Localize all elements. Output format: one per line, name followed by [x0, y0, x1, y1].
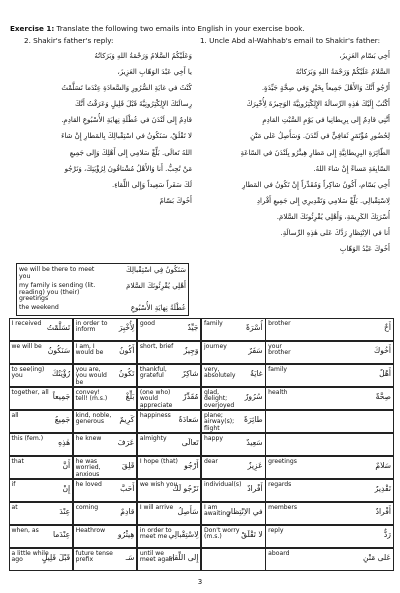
vocab-cell [265, 502, 394, 526]
vocab-cell [201, 502, 266, 526]
page-number: 3 [197, 578, 203, 586]
vocab-cell [201, 479, 266, 503]
vocab-arabic: وَجِيزٌ [183, 345, 199, 355]
phrases-box [16, 263, 189, 316]
uncle-email-line: أَنا في الاِنْتِظارِ رَدَّكَ عَلى هٰذِهِ الرِّسالَةِ. [280, 229, 390, 238]
vocab-arabic: سَـ [125, 552, 135, 562]
vocab-english: when, as [11, 526, 39, 534]
vocabulary-table [9, 318, 394, 571]
vocab-cell [265, 525, 394, 549]
vocab-english: to see(ing) you [11, 365, 45, 380]
vocab-arabic: إِنْ [62, 483, 71, 493]
reply-email-body [14, 48, 192, 209]
vocab-english: glad, delight; overjoyed [203, 388, 235, 409]
vocab-arabic: عِنْدَما [52, 529, 71, 539]
vocab-cell [201, 318, 266, 342]
vocab-english: if [11, 480, 16, 488]
vocab-cell [73, 318, 138, 342]
vocab-arabic: عَزِيزٌ [247, 460, 263, 470]
reply-email-line: قادِمٌ إِلى لَنْدَنَ في عُطْلَةِ نِهايَةِ الأُسْبُوعِ القادِمِ. [61, 116, 192, 125]
vocab-arabic: سَلامٌ [375, 460, 391, 470]
vocab-arabic: مُقَدِّرٌ [182, 391, 199, 401]
vocab-arabic: جَيِّدٌ [187, 322, 199, 332]
vocab-arabic: جَمِيعاً [52, 391, 71, 401]
vocab-cell [137, 341, 202, 365]
vocab-english: individual(s) [203, 480, 242, 488]
vocab-arabic: إِلى اللِّقاءِ [168, 552, 199, 562]
vocab-arabic: رَدٌّ [383, 529, 391, 539]
vocab-arabic: أَكُونُ [119, 345, 135, 355]
vocab-cell [265, 479, 394, 503]
vocab-cell [265, 433, 394, 457]
vocab-cell [9, 456, 74, 480]
vocab-cell [137, 433, 202, 457]
vocab-cell [73, 364, 138, 388]
vocab-arabic: عَلى مَتْنِ [363, 552, 391, 562]
vocab-cell [73, 410, 138, 434]
vocab-cell [265, 318, 394, 342]
vocab-cell [265, 341, 394, 365]
vocab-english: members [268, 503, 298, 511]
phrase-english: the weekend [19, 304, 59, 311]
vocab-cell [9, 548, 74, 572]
vocab-cell [9, 433, 74, 457]
vocab-english: thankful, grateful [139, 365, 167, 380]
vocab-cell [73, 502, 138, 526]
vocab-english: he knew [75, 434, 102, 442]
vocab-english: he loved [75, 480, 102, 488]
vocab-cell [73, 525, 138, 549]
reply-email-line: يا أَخِي عَبْدَ الوَهّابِ العَزِيزَ، [117, 68, 192, 77]
vocab-english: regards [268, 480, 292, 488]
vocab-arabic: عَرَفَ [117, 437, 135, 447]
vocab-english: dear [203, 457, 218, 465]
reply-email-line: اللهُ تَعالَى. بَلِّغْ سَلامِي إِلى أَهْلِكَ وَإِلى جَمِيعِ [69, 148, 192, 157]
vocab-arabic: أَحَبَّ [120, 483, 135, 493]
vocab-english: that [11, 457, 24, 465]
vocab-cell [137, 387, 202, 411]
vocab-cell [265, 410, 394, 434]
vocab-arabic: تَقْدِيرٌ [374, 483, 391, 493]
phrase-english: my family is sending (lit. reading) you (their) greetings [19, 282, 96, 303]
vocab-arabic: صِحَّةٌ [375, 391, 391, 401]
vocab-english: (one who) would appreciate [139, 388, 173, 409]
vocab-cell [137, 479, 202, 503]
reply-email-line: لا تَقْلَقْ، سَنَكُونُ في اسْتِقْبالِكَ بِالمَطارِ إِنْ شاءَ [61, 132, 192, 141]
vocab-cell [137, 318, 202, 342]
vocab-arabic: في الاِنْتِظارِ [227, 506, 263, 516]
vocab-english: greetings [268, 457, 297, 465]
reply-email-signature: أَخُوكَ بَسّامٌ [159, 196, 192, 205]
vocab-cell [73, 433, 138, 457]
reply-email-line: مَنْ تُحِبُّ. أَنا وَالأَهْلُ مُشْتاقُونَ لِرُؤْيَتِكَ، وَنَرْجُو [64, 164, 192, 173]
vocab-english: very, absolutely [203, 365, 236, 380]
vocab-arabic: أَهْلٌ [379, 368, 391, 378]
vocab-english: I am, I would be [75, 342, 104, 357]
vocab-arabic: جَمِيعُ [54, 414, 71, 424]
exercise-instruction-line [10, 24, 394, 33]
vocab-english: aboard [268, 549, 290, 557]
vocab-cell [73, 341, 138, 365]
vocab-cell [201, 364, 266, 388]
vocab-english: we wish you [139, 480, 178, 488]
vocab-arabic: تَكُونُ [118, 368, 135, 378]
phrase-arabic: عُطْلَةُ نِهايَةِ الأُسْبُوعِ [130, 304, 186, 312]
email-headings [10, 36, 394, 45]
phrase-english: we will be there to meet you [19, 266, 95, 280]
left-email-heading: 2. Shakir's father's reply: [24, 36, 114, 45]
phrase-arabic: أَهْلِي يُقْرِئُونَكَ السَّلامَ [126, 282, 186, 290]
vocab-arabic: سَنَكُونُ [47, 345, 71, 355]
vocab-english: convey! tell! (m.s.) [75, 388, 108, 403]
vocab-arabic: غايَةٌ [250, 368, 263, 378]
uncle-email-line: أَنَّنِي قادِمٌ إِلى بِرِيطانِيا في يَوْمِ السَّبْتِ القادِمِ [262, 116, 390, 125]
vocab-english: in order to inform [75, 319, 108, 334]
vocab-arabic: تَسَلَّمْتُ [46, 322, 71, 332]
vocab-english: almighty [139, 434, 167, 442]
reply-email-line: رِسالَتَكَ الإِلِكْتِرُونِيَّةَ قَبْلَ قَلِيلٍ وَعَرَفْتُ أَنَّكَ [74, 100, 192, 109]
vocab-arabic: عِنْدَ [59, 506, 71, 516]
vocab-cell [137, 364, 202, 388]
vocab-english: in order to meet me [139, 526, 172, 541]
exercise-instruction: Translate the following two emails into English in your exercise book. [56, 24, 305, 33]
phrase-row [19, 283, 186, 303]
vocab-cell [265, 456, 394, 480]
vocab-english: your brother [268, 342, 291, 357]
vocab-cell [73, 387, 138, 411]
uncle-email-line: لِاسْتِقْبالِي. بَلِّغْ سَلامِي وَتَقْدِيرِي إِلى جَمِيعِ أَفْرادِ [256, 196, 390, 205]
vocab-arabic: قَلِقَ [121, 460, 135, 470]
phrase-row [19, 305, 186, 312]
vocab-english: happy [203, 434, 223, 442]
vocab-english: we will be [11, 342, 42, 350]
vocab-arabic: سَأَصِلُ [177, 506, 199, 516]
uncle-email-line: أَخِي بَسّام العَزِيزَ، [339, 52, 390, 60]
vocab-cell [201, 433, 266, 457]
vocab-english: happiness [139, 411, 171, 419]
vocab-arabic: كَرِيمٌ [119, 414, 135, 424]
reply-email-line: وَعَلَيْكُمُ السَّلامُ وَرَحْمَةُ اللهِ وَبَرَكاتُهُ [94, 52, 192, 60]
reply-email-line: لَكَ سَفَراً سَعِيداً وَإِلى اللِّقاءِ. [112, 180, 192, 189]
vocab-cell [9, 479, 74, 503]
vocab-english: short, brief [139, 342, 174, 350]
vocab-arabic: أَفْرادٌ [375, 506, 391, 516]
vocab-cell [73, 456, 138, 480]
vocab-english: this (fem.) [11, 434, 44, 442]
vocab-arabic: هِيثْرُو [117, 529, 135, 539]
vocab-cell [201, 341, 266, 365]
uncle-email-line: أُسْرَتِكَ الكَرِيمَةِ، وَأَهْلِي يُقْرِئُونَكَ السَّلامَ. [276, 212, 390, 221]
exercise-label: Exercise 1: [10, 24, 55, 33]
vocab-cell [201, 387, 266, 411]
uncle-email-line: أَكْتُبُ إِلَيْكَ هٰذِهِ الرِّسالَةَ الإِلِكْتِرُونِيَّةَ الوَجِيزَةَ لِأُخْبِرَكَ [246, 100, 390, 109]
vocab-english: at [11, 503, 18, 511]
vocab-cell [9, 387, 74, 411]
uncle-email-line: لِحُضُورِ مُؤْتَمَرٍ ثَقافِيٍّ في لَنْدَنَ. وَسَأَصِلُ عَلى مَتْنِ [250, 132, 390, 141]
vocab-english: a little while ago [11, 549, 49, 564]
vocab-arabic: أَفْرادٌ [247, 483, 263, 493]
vocab-arabic: أَخُوكَ [373, 345, 391, 355]
vocab-arabic: قَبْلَ قَلِيلٍ [41, 552, 71, 562]
uncle-email-line: السَّلامُ عَلَيْكُمْ وَرَحْمَةُ اللهِ وَبَرَكاتُهُ [295, 68, 390, 77]
uncle-email-body [204, 48, 390, 257]
uncle-email-line: أَخِي بَسّام، أَكُونُ شاكِراً وَمُقَدِّراً إِنْ تَكُونُ في المَطارِ [242, 180, 390, 189]
vocab-arabic: أَنَّ [62, 460, 71, 470]
vocab-english: I will arrive [139, 503, 174, 511]
vocab-cell [73, 479, 138, 503]
vocab-cell [201, 525, 266, 549]
vocab-english: plane; airway(s); flight [203, 411, 235, 432]
vocab-english: all [11, 411, 19, 419]
phrase-arabic: سَنَكُونُ فِي اسْتِقْبالِكَ [126, 266, 186, 274]
uncle-email-signature: أَخُوكَ عَبْدُ الوَهّابِ [339, 245, 390, 254]
vocab-arabic: رُؤْيَتُكَ [52, 368, 71, 378]
uncle-email-line: أَرْجُو أَنَّكَ وَالأَهْلَ جَمِيعاً بِخَيْرٍ وَفي صِحَّةٍ جَيِّدَةٍ. [261, 84, 390, 93]
vocab-english: I received [11, 319, 42, 327]
vocab-cell [265, 548, 394, 572]
vocab-cell [9, 502, 74, 526]
vocab-cell [9, 525, 74, 549]
vocab-english: Heathrow [75, 526, 106, 534]
vocab-arabic: نَرْجُو لَكَ [172, 483, 199, 493]
vocab-english: health [268, 388, 288, 396]
vocab-arabic: شاكِرٌ [182, 368, 199, 378]
vocab-cell [9, 410, 74, 434]
vocab-english: good [139, 319, 156, 327]
vocab-cell [9, 364, 74, 388]
vocab-arabic: سَعِيدٌ [246, 437, 263, 447]
vocab-arabic: لا تَقْلَقْ [241, 529, 263, 539]
exercise-header [10, 24, 394, 45]
reply-email-line: كُنْتُ في غايَةِ السُّرُورِ وَالسَّعادَةِ عِنْدَما تَسَلَّمْتُ [61, 84, 192, 93]
vocab-arabic: سُرُورٌ [244, 391, 263, 401]
vocab-arabic: أَرْجُو [184, 460, 199, 470]
uncle-email-line: الطّائِرَةِ البِرِيطانِيَّةِ إِلى مَطارِ هِيثْرُو بِلَنْدَنَ في السّاعَةِ [240, 148, 390, 157]
vocab-cell [201, 548, 266, 572]
vocab-cell [9, 341, 74, 365]
vocab-arabic: تَعالَى [181, 437, 199, 447]
vocab-english: kind, noble, generous [75, 411, 112, 426]
phrase-row [19, 267, 186, 280]
vocab-cell [137, 456, 202, 480]
vocab-cell [265, 387, 394, 411]
vocab-english: coming [75, 503, 99, 511]
vocab-english: reply [268, 526, 284, 534]
uncle-email-line: السّابِعَةِ مَساءً إِنْ شاءَ اللهُ. [313, 164, 390, 173]
vocab-arabic: سَعادَةٌ [178, 414, 199, 424]
vocab-cell [201, 410, 266, 434]
vocab-arabic: لِاسْتِقْبالِي [168, 529, 199, 539]
vocab-english: family [203, 319, 223, 327]
vocab-english: he was worried, anxious [75, 457, 101, 478]
vocab-cell [137, 525, 202, 549]
vocab-english: I am awaiting [203, 503, 230, 518]
vocab-english: until we meet again [139, 549, 175, 564]
vocab-arabic: أُسْرَةٌ [246, 322, 263, 332]
vocab-english: future tense prefix [75, 549, 113, 564]
vocab-arabic: سَفَرٌ [248, 345, 263, 355]
vocab-english: Don't worry (m.s.) [203, 526, 240, 541]
vocab-cell [265, 364, 394, 388]
vocab-arabic: لِأُخْبِرَ [118, 322, 135, 332]
vocab-arabic: طائِرَةٌ [244, 414, 263, 424]
vocab-english: journey [203, 342, 227, 350]
vocab-english: brother [268, 319, 291, 327]
vocab-arabic: أَخٌ [383, 322, 391, 332]
vocab-english: family [268, 365, 287, 373]
vocab-english: together, all [11, 388, 49, 396]
vocab-cell [137, 410, 202, 434]
vocab-arabic: بَلِّغْ [125, 391, 135, 401]
vocab-arabic: قادِمٌ [120, 506, 135, 516]
vocab-english: you are, you would be [75, 365, 107, 386]
vocab-english: I hope (that) [139, 457, 178, 465]
vocab-cell [73, 548, 138, 572]
vocab-arabic: هٰذِهِ [58, 437, 71, 447]
right-email-heading: 1. Uncle Abd al-Wahhab's email to Shakir's father: [199, 36, 380, 45]
vocab-cell [137, 502, 202, 526]
vocab-cell [201, 456, 266, 480]
vocab-cell [137, 548, 202, 572]
vocab-cell [9, 318, 74, 342]
